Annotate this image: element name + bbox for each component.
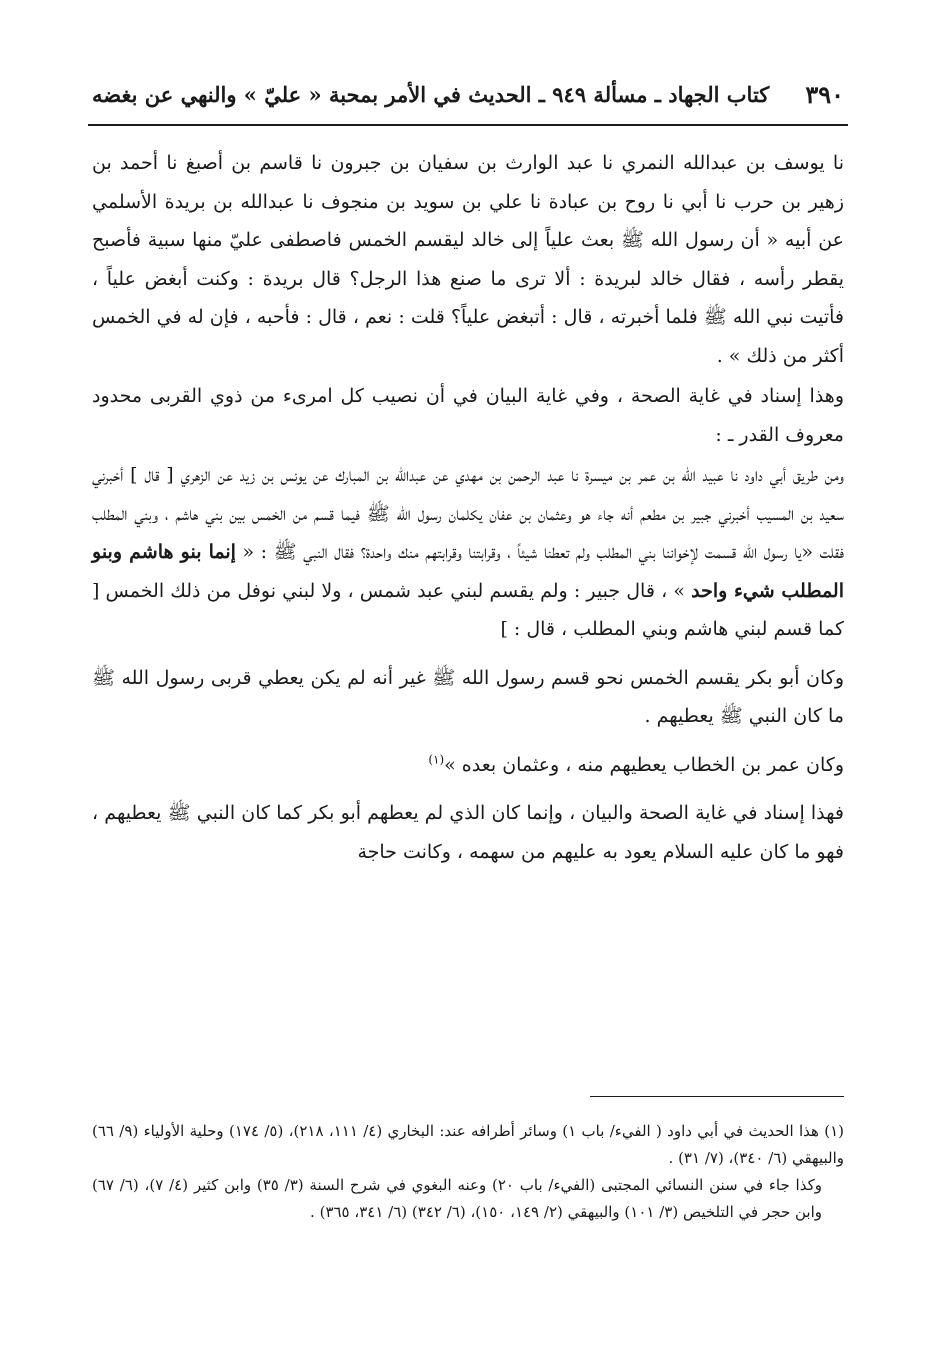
- footnote-reference: (١): [428, 752, 445, 767]
- running-title: كتاب الجهاد ـ مسألة ٩٤٩ ـ الحديث في الأمر بمحبة « عليّ » والنهي عن بغضه: [92, 81, 770, 107]
- paragraph-abu-bakr: وكان أبو بكر يقسم الخمس نحو قسم رسول الله ﷺ غير أنه لم يكن يعطي قربى رسول الله ﷺ ما كان النبي ﷺ يعطيهم .: [92, 666, 844, 727]
- paragraph-umar: [92, 746, 844, 785]
- paragraph-hadith-jubayr: [92, 456, 844, 649]
- footnote-1: (١) هذا الحديث في أبي داود ( الفيء/ باب ١) وسائر أطرافه عند: البخاري (٤/ ١١١، ٢١٨)، (٥/ ١٧٤) وحلية الأولياء (٩/ ٦٦) والبيهقي (٦/ ٣٤٠)، (٧/ ٣١) .: [92, 1122, 845, 1167]
- paragraph-commentary-2: فهذا إسناد في غاية الصحة والبيان ، وإنما كان الذي لم يعطهم أبو بكر كما كان النبي ﷺ يعطيهم ، فهو ما كان عليه السلام يعود به عليهم من سهمه ، وكانت حاجة: [92, 802, 844, 863]
- paragraph-hadith-jubayr-text: ومن طريق أبي داود نا عبيد الله بن عمر بن ميسرة نا عبد الرحمن بن مهدي عن عبدالله بن المبارك عن يونس بن زيد عن الزهري [ قال ] أخبرني سعيد بن المسيب أخبرني جبير بن مطعم أنه جاء هو وعثمان بن عفان يكلمان رسول الله ﷺ فيما قسم من الخمس بين بني هاشم ، وبني المطلب فقلت «يا رسول الله قسمت لإخواننا بني المطلب ولم تعطنا شيئاً ، وقرابتنا وقرابتهم منك واحدة؟ فقال النبي ﷺ : « إنما بنو هاشم وبنو المطلب شيء واحد » ، قال جبير : ولم يقسم لبني عبد شمس ، ولا لبني نوفل من ذلك الخمس [ كما قسم لبني هاشم وبني المطلب ، قال : ]: [92, 464, 844, 640]
- footnote-1-continuation: وكذا جاء في سنن النسائي المجتبى (الفيء/ باب ٢٠) وعنه البغوي في شرح السنة (٣/ ٣٥) وابن كثير (٤/ ٧)، (٦/ ٦٧) وابن حجر في التلخيص (٣/ ١٠١) والبيهقي (٢/ ١٤٩، ١٥٠)، (٦/ ٣٤٢) (٦/ ٣٤١، ٣٦٥) .: [92, 1176, 822, 1221]
- footnote-divider: [590, 1096, 844, 1097]
- header-divider: [88, 124, 848, 126]
- bold-hadith-phrase: إنما بنو هاشم وبنو المطلب شيء واحد: [92, 541, 844, 602]
- paragraph-commentary-1: وهذا إسناد في غاية الصحة ، وفي غاية البيان في أن نصيب كل امرىء من ذوي القربى محدود معروف القدر ـ :: [92, 385, 844, 446]
- paragraph-hadith-buraydah: نا يوسف بن عبدالله النمري نا عبد الوارث بن سفيان بن جبرون نا قاسم بن أصبغ نا أحمد بن زهير بن حرب نا أبي نا روح بن عبادة نا علي بن سويد بن منجوف نا عبدالله بن بريدة الأسلمي عن أبيه « أن رسول الله ﷺ بعث علياً إلى خالد ليقسم الخمس فاصطفى عليّ منها سبية فأصبح يقطر رأسه ، فقال خالد لبريدة : ألا ترى ما صنع هذا الرجل؟ قال بريدة : وكنت أبغض علياً ، فأتيت نبي الله ﷺ فلما أخبرته ، قال : أتبغض علياً؟ قلت : نعم ، قال : فأحبه ، فإن له في الخمس أكثر من ذلك » .: [92, 152, 844, 367]
- page-number: ٣٩٠: [805, 79, 844, 109]
- main-text: [92, 144, 844, 871]
- paragraph-umar-text: وكان عمر بن الخطاب يعطيهم منه ، وعثمان بعده »: [444, 753, 844, 776]
- footnotes: [92, 1118, 844, 1226]
- page-header: [92, 72, 844, 116]
